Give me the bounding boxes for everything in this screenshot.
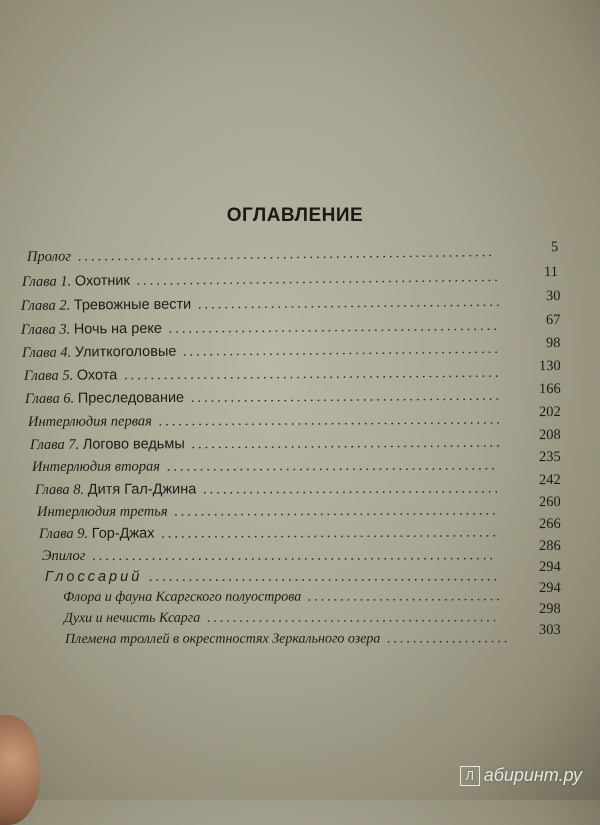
- entry-prefix: Духи и нечисть Ксарга: [63, 610, 201, 626]
- page-number: 294: [539, 559, 562, 576]
- entry-prefix: Интерлюдия третья: [36, 503, 168, 520]
- toc-entry: [45, 568, 500, 586]
- entry-title: Тревожные вести: [73, 296, 192, 314]
- toc-entry: [28, 412, 503, 431]
- toc-entry: [37, 502, 499, 521]
- leader-dots: ...............................................: [184, 387, 503, 406]
- page-number: 202: [539, 404, 562, 421]
- page-number: 260: [539, 494, 562, 511]
- page-number: 298: [539, 601, 562, 618]
- leader-dots: ..............................................: [191, 293, 503, 313]
- toc-entry: [21, 294, 503, 315]
- page-number: 266: [539, 516, 562, 533]
- toc-entry: [22, 341, 501, 362]
- page-number: 5: [550, 239, 559, 256]
- page-number: 235: [539, 449, 562, 466]
- toc-entry: [24, 365, 502, 385]
- entry-prefix: Племена троллей в окрестностях Зеркального озера: [64, 631, 381, 647]
- toc-entry: [25, 388, 502, 408]
- entry-prefix: Глава 6.: [24, 390, 75, 407]
- entry-title: Преследование: [77, 389, 185, 407]
- page-number: 242: [539, 472, 562, 489]
- leader-dots: ...................................................: [154, 524, 500, 542]
- entry-prefix: Глава 5.: [23, 367, 74, 384]
- entry-title: Дитя Гал-Джина: [87, 481, 197, 498]
- entry-title: Ночь на реке: [73, 320, 163, 338]
- toc-entry: [64, 610, 499, 627]
- page-number: 130: [539, 358, 562, 375]
- entry-prefix: Глоссарий: [44, 568, 143, 585]
- labirint-watermark: [460, 765, 582, 786]
- leader-dots: ....................................................: [151, 411, 504, 430]
- page-number: 166: [539, 381, 562, 398]
- finger: [0, 715, 40, 825]
- page-number: 11: [543, 264, 559, 281]
- leader-dots: ..................................................: [161, 317, 500, 337]
- entry-title: Охотник: [74, 272, 130, 290]
- entry-prefix: Глава 7.: [29, 436, 80, 453]
- toc-title: ОГЛАВЛЕНИЕ: [226, 205, 364, 226]
- page-number: 294: [539, 580, 562, 597]
- entry-title: Улиткоголовые: [74, 343, 177, 361]
- toc-entry: [39, 524, 499, 543]
- entry-prefix: Глава 2.: [20, 297, 71, 314]
- watermark-text: абиринт.ру: [483, 765, 582, 785]
- leader-dots: .............................................: [196, 480, 502, 498]
- entry-prefix: Глава 8.: [34, 481, 85, 498]
- toc-entry: [32, 457, 498, 476]
- toc-entry: [22, 269, 501, 291]
- entry-prefix: Пролог: [26, 248, 72, 265]
- page-number: 30: [545, 288, 561, 305]
- toc-entry: [65, 631, 510, 648]
- leader-dots: .....................................................: [142, 568, 501, 585]
- page-number: 286: [539, 538, 562, 555]
- entry-title: Логово ведьмы: [82, 436, 185, 453]
- leader-dots: .........................................................: [117, 364, 502, 384]
- entry-prefix: Интерлюдия вторая: [31, 458, 161, 475]
- entry-prefix: Глава 4.: [21, 344, 72, 361]
- toc-entry: [63, 589, 503, 606]
- toc-entry: [42, 547, 496, 565]
- entry-title: Гор-Джах: [91, 525, 155, 542]
- entry-prefix: Глава 9.: [38, 525, 89, 542]
- leader-dots: ..................................................: [160, 457, 498, 475]
- leader-dots: .................................................: [167, 502, 499, 520]
- page-number: 98: [545, 335, 561, 352]
- leader-dots: .............................................: [200, 610, 500, 626]
- toc-entry: [27, 244, 495, 266]
- leader-dots: ...............................................................: [70, 244, 496, 265]
- toc-entry: [30, 435, 503, 454]
- page-number: 303: [539, 622, 562, 639]
- page-number: 67: [545, 312, 561, 329]
- leader-dots: .......................................................: [129, 268, 501, 289]
- leader-dots: ...............................................: [184, 434, 503, 453]
- entry-prefix: Интерлюдия первая: [27, 413, 152, 430]
- entry-prefix: Глава 1.: [21, 273, 72, 290]
- labirint-logo-icon: Л: [460, 766, 480, 786]
- entry-prefix: Глава 3.: [20, 321, 71, 338]
- leader-dots: ..............................: [301, 589, 503, 605]
- entry-title: Охота: [76, 367, 118, 384]
- entry-prefix: Эпилог: [41, 547, 86, 564]
- leader-dots: ...................: [380, 631, 511, 647]
- toc-entry: [35, 480, 501, 499]
- page-number: 208: [539, 427, 562, 444]
- toc-entry: [21, 318, 500, 339]
- entry-prefix: Флора и фауна Ксаргского полуострова: [62, 589, 302, 605]
- leader-dots: .............................................................: [85, 547, 497, 564]
- leader-dots: ................................................: [176, 340, 502, 360]
